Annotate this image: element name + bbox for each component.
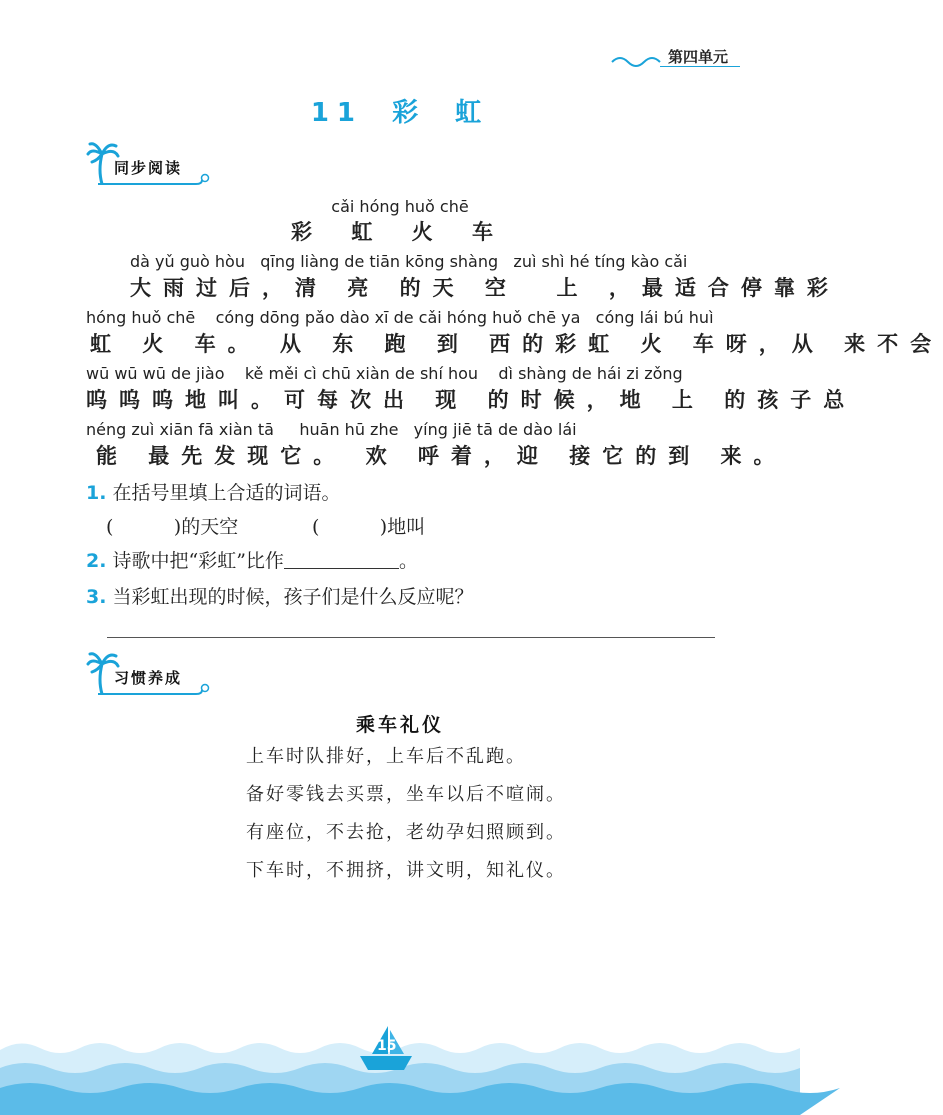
poem-line-2-pinyin: hóng huǒ chē cóng dōng pǎo dào xī de cǎi hóng huǒ chē ya cóng lái bú huì xyxy=(86,308,714,327)
habit-line-3: 有座位，不去抢，老幼孕妇照顾到。 xyxy=(246,822,566,843)
lesson-title-char1: 彩 xyxy=(392,98,427,128)
poem-line-1-pinyin: dà yǔ guò hòu qīng liàng de tiān kōng shàng zuì shì hé tíng kào cǎi xyxy=(130,252,688,271)
poem-line-3-pinyin: wū wū wū de jiào kě měi cì chū xiàn de shí hou dì shàng de hái zi zǒng xyxy=(86,364,683,383)
lesson-number: 11 xyxy=(310,98,364,128)
question-2 xyxy=(86,546,418,573)
unit-label: 第四单元 xyxy=(667,48,728,66)
poem-line-1: 大雨过后，清 亮 的天 空 上 ，最适合停靠彩 xyxy=(130,275,840,300)
wave-decoration-icon xyxy=(610,50,670,70)
lesson-title-char2: 虹 xyxy=(455,98,490,128)
footer-waves xyxy=(0,1020,800,1115)
question-number: 1. xyxy=(86,482,107,504)
habit-line-1: 上车时队排好，上车后不乱跑。 xyxy=(246,746,526,767)
answer-line[interactable] xyxy=(107,637,715,638)
question-text: 诗歌中把“彩虹”比作 xyxy=(112,550,284,572)
habit-title: 乘车礼仪 xyxy=(355,714,444,736)
question-3 xyxy=(86,582,474,609)
unit-header xyxy=(610,44,740,74)
question-1 xyxy=(86,478,341,505)
habit-line-2: 备好零钱去买票，坐车以后不喧闹。 xyxy=(246,784,566,805)
page-number: 15 xyxy=(377,1038,397,1054)
question-text: 在括号里填上合适的词语。 xyxy=(112,482,341,504)
poem-line-2: 虹 火 车。 从 东 跑 到 西的彩虹 火 车呀，从 来不会 xyxy=(90,331,943,356)
question-text: 当彩虹出现的时候，孩子们是什么反应呢？ xyxy=(112,586,474,608)
habit-line-4: 下车时，不拥挤，讲文明，知礼仪。 xyxy=(246,860,566,881)
section-label: 习惯养成 xyxy=(114,669,183,687)
section-badge-habit xyxy=(88,650,248,700)
poem-line-4-pinyin: néng zuì xiān fā xiàn tā huān hū zhe yíng jiē tā de dào lái xyxy=(86,420,577,439)
poem-line-4: 能 最先发现它。 欢 呼着，迎 接它的到 来。 xyxy=(96,443,787,468)
question-1-blank-2[interactable]: ( )地叫 xyxy=(312,516,426,538)
poem-title: 彩 虹 火 车 xyxy=(291,219,509,244)
answer-blank-line[interactable] xyxy=(284,550,399,569)
lesson-title xyxy=(0,92,800,129)
section-label: 同步阅读 xyxy=(114,159,183,177)
unit-underline xyxy=(660,66,740,67)
question-text-end: 。 xyxy=(398,550,418,572)
question-1-blank-1[interactable]: ( )的天空 xyxy=(106,516,239,538)
section-badge-sync-reading xyxy=(88,140,248,190)
question-number: 2. xyxy=(86,550,107,572)
poem-line-3: 呜呜呜地叫。可每次出 现 的时候，地 上 的孩子总 xyxy=(86,387,857,412)
poem-title-pinyin: cǎi hóng huǒ chē xyxy=(331,197,469,216)
question-number: 3. xyxy=(86,586,107,608)
